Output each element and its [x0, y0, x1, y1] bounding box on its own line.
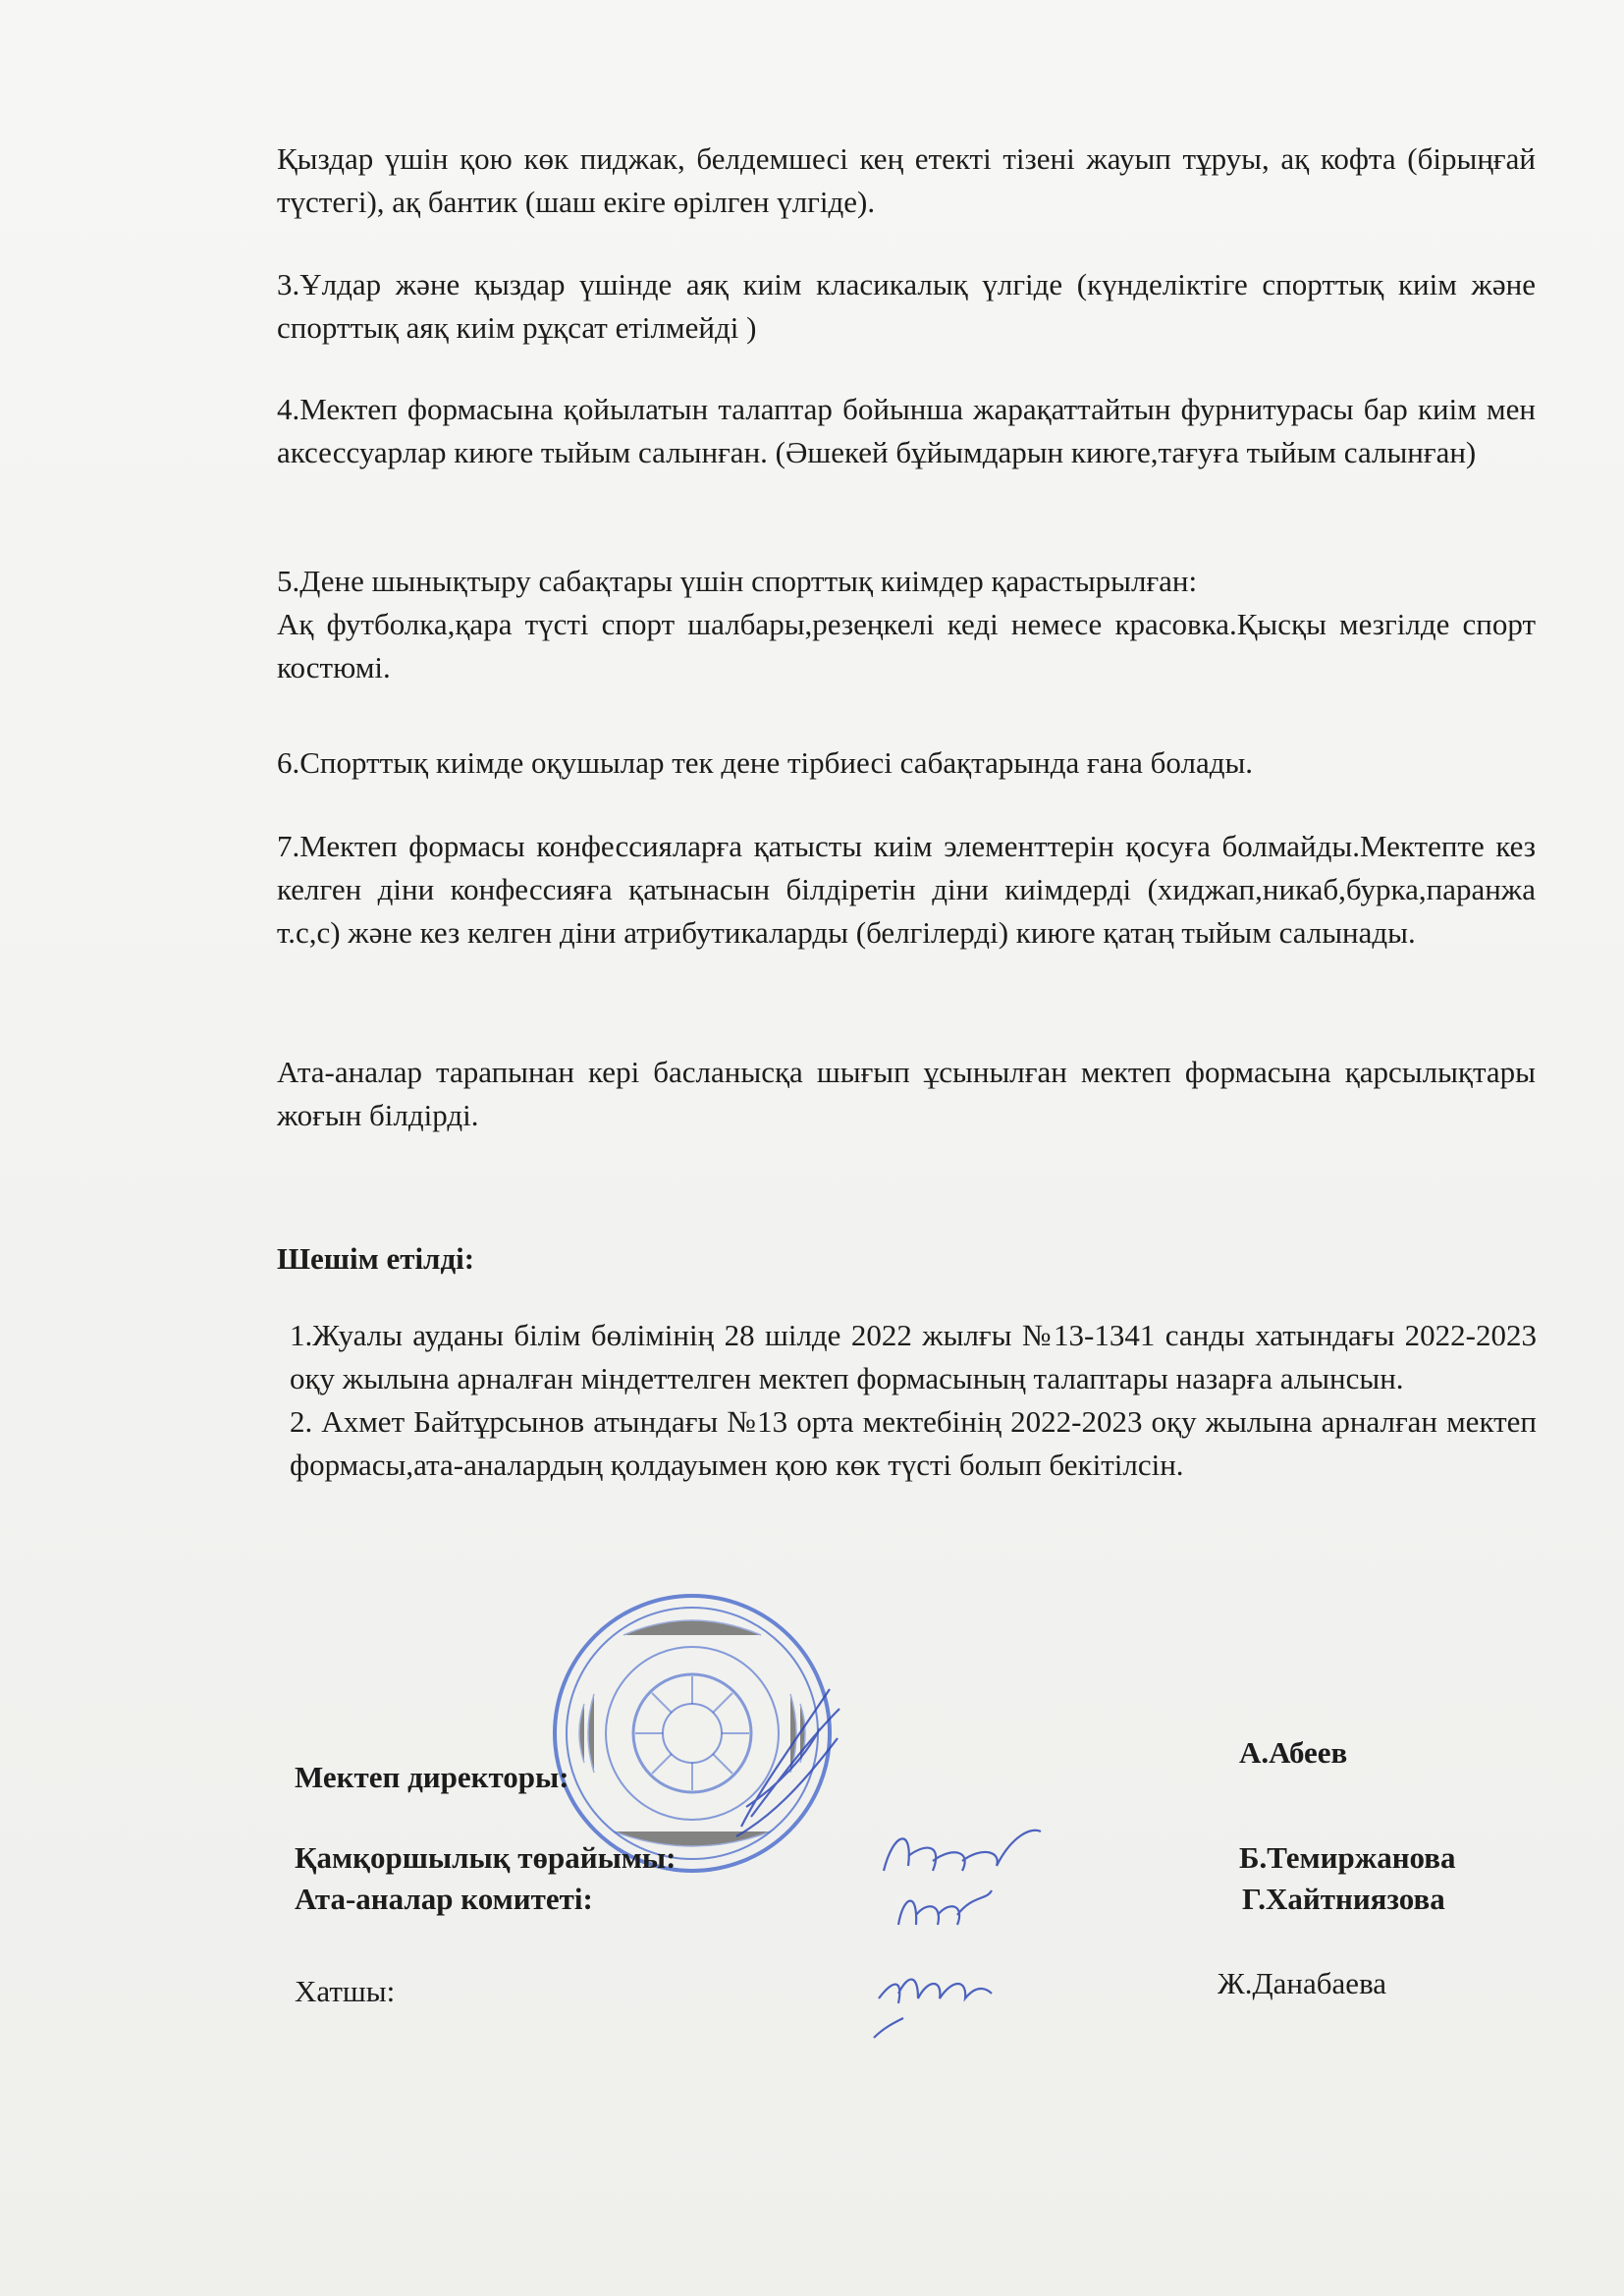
paragraph-8 — [277, 1051, 1536, 1137]
parents-signature — [889, 1881, 997, 1940]
heading-text: Шешім етілді: — [277, 1241, 475, 1276]
paragraph-text: 5.Дене шынықтыру сабақтары үшін спорттық киімдер қарастырылған: — [277, 564, 1198, 598]
board-signature — [874, 1817, 1051, 1890]
paragraph-text: 4.Мектеп формасына қойылатын талаптар бойынша жарақаттайтын фурнитурасы бар киім мен аксессуарлар киюге тыйым салынған. (Әшекей бұйымдарын киюге,тағуға тыйым салынған) — [277, 392, 1536, 469]
paragraph-3 — [277, 263, 1536, 350]
parents-name: Г.Хайтниязова — [1242, 1882, 1445, 1916]
secretary-label: Хатшы: — [295, 1974, 396, 2008]
paragraph-text: 6.Спорттық киімде оқушылар тек дене тірбиесі сабақтарында ғана болады. — [277, 745, 1254, 780]
paragraph-4 — [277, 388, 1536, 474]
paragraph-5 — [277, 560, 1536, 689]
decision-items — [290, 1314, 1537, 1487]
secretary-name: Ж.Данабаева — [1218, 1966, 1387, 2000]
paragraph-text: 3.Ұлдар және қыздар үшінде аяқ киім класикалық үлгіде (күнделіктіге спорттық киім және спорттық аяқ киім рұқсат етілмейді ) — [277, 267, 1536, 345]
decision-heading — [277, 1237, 1536, 1281]
paragraph-text: Ақ футболка,қара түсті спорт шалбары,резеңкелі кеді немесе красовка.Қысқы мезгілде спорт костюмі. — [277, 607, 1536, 684]
director-label: Мектеп директоры: — [295, 1760, 569, 1794]
paragraph-text: Ата-аналар тарапынан кері басланысқа шығып ұсынылған мектеп формасына қарсылықтары жоғын білдірді. — [277, 1055, 1536, 1132]
paragraph-text: 7.Мектеп формасы конфессияларға қатысты киім элементтерін қосуға болмайды.Мектепте кез келген діни конфессияға қатынасын білдіретін діни киімдерді (хиджап,никаб,бурка,паранжа т.с,с) және кез келген діни атрибутикаларды (белгілерді) киюге қатаң тыйым салынады. — [277, 829, 1536, 950]
paragraph-girls-uniform — [277, 137, 1536, 224]
director-name: А.Абеев — [1239, 1735, 1348, 1770]
parents-label: Ата-аналар комитеті: — [295, 1882, 593, 1916]
secretary-signature — [859, 1954, 997, 2048]
director-signature — [722, 1669, 849, 1846]
paragraph-7 — [277, 825, 1536, 955]
board-label: Қамқоршылық төрайымы: — [295, 1840, 677, 1875]
paragraph-text: Қыздар үшін қою көк пиджак, белдемшесі кең етекті тізені жауып тұруы, ақ кофта (бірыңғай түстегі), ақ бантик (шаш екіге өрілген үлгіде). — [277, 141, 1536, 219]
paragraph-6 — [277, 741, 1536, 785]
decision-item-1: 1.Жуалы ауданы білім бөлімінің 28 шілде 2022 жылғы №13-1341 санды хатындағы 2022-2023 оқу жылына арналған міндеттелген мектеп формасының талаптары назарға алынсын. — [290, 1318, 1537, 1395]
board-name: Б.Темиржанова — [1239, 1840, 1456, 1875]
decision-item-2: 2. Ахмет Байтұрсынов атындағы №13 орта мектебінің 2022-2023 оқу жылына арналған мектеп формасы,ата-аналардың қолдауымен қою көк түсті болып бекітілсін. — [290, 1404, 1537, 1482]
